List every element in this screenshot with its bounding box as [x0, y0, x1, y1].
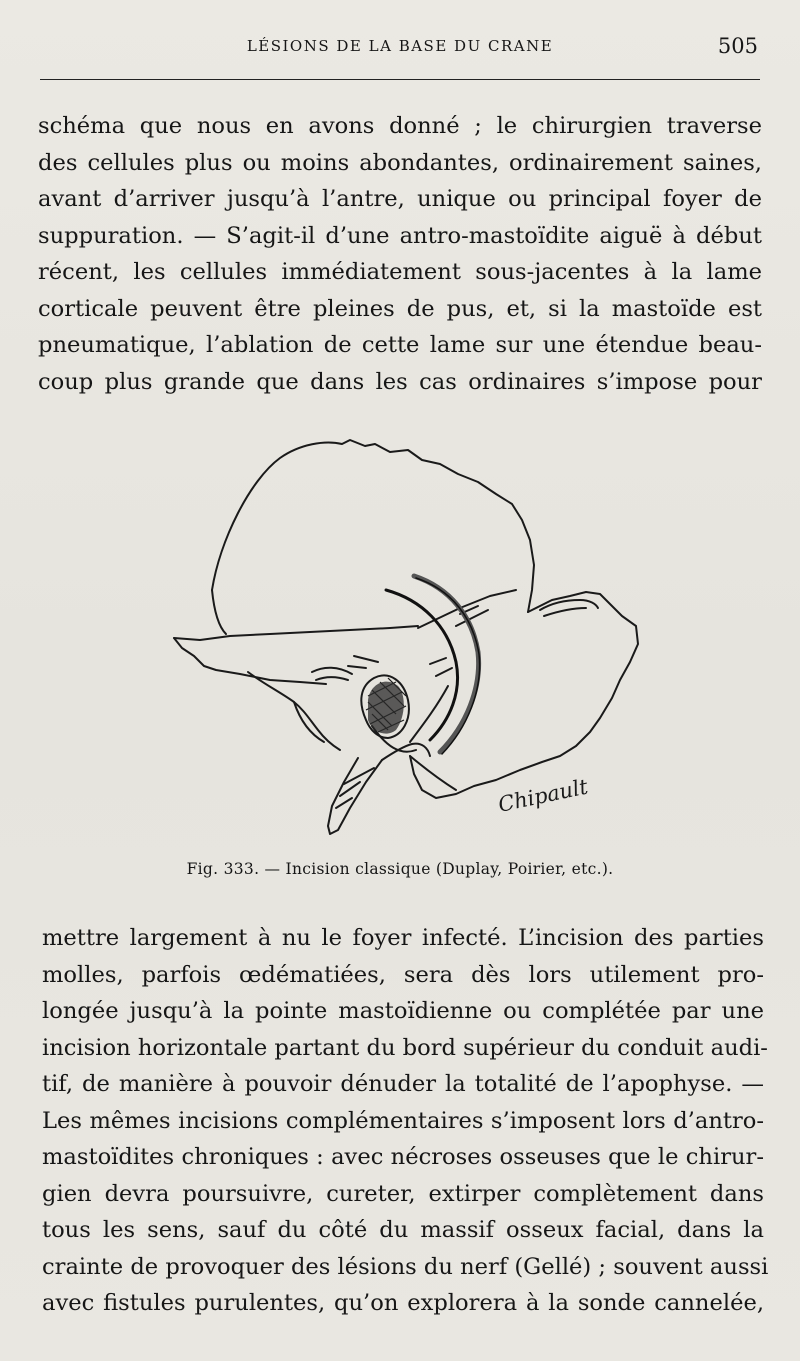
paragraph-top: [38, 108, 762, 400]
page-number: 505: [717, 34, 758, 58]
text-line: gien devra poursuivre, cureter, extirper complètement dans: [42, 1180, 764, 1207]
text-line: récent, les cellules immédiatement sous-jacentes à la lame: [38, 259, 762, 285]
text-line: coup plus grande que dans les cas ordinaires s’impose pour: [38, 368, 762, 395]
text-line: crainte de provoquer des lésions du nerf (Gellé) ; souvent aussi: [42, 1253, 769, 1280]
running-title: LÉSIONS DE LA BASE DU CRANE: [246, 37, 554, 55]
text-line: tif, de manière à pouvoir dénuder la totalité de l’apophyse. —: [42, 1071, 764, 1097]
artist-signature: [496, 774, 591, 817]
text-line: incision horizontale partant du bord supérieur du conduit audi-: [42, 1034, 768, 1061]
text-line: molles, parfois œdématiées, sera dès lors utilement pro-: [42, 961, 764, 988]
text-line: des cellules plus ou moins abondantes, ordinairement saines,: [38, 149, 762, 176]
header-rule: [40, 79, 760, 80]
page-header: [40, 34, 760, 60]
figure-caption: Fig. 333. — Incision classique (Duplay, Poirier, etc.).: [186, 860, 614, 878]
text-line: avant d’arriver jusqu’à l’antre, unique ou principal foyer de: [38, 186, 762, 212]
svg-text:Chipault: Chipault: [496, 774, 591, 817]
text-line: corticale peuvent être pleines de pus, et, si la mastoïde est: [38, 295, 762, 322]
text-line: mettre largement à nu le foyer infecté. L’incision des parties: [42, 925, 764, 951]
temporal-bone-drawing: [160, 430, 640, 850]
text-line: suppuration. — S’agit-il d’une antro-mastoïdite aiguë à début: [38, 222, 762, 249]
text-line: longée jusqu’à la pointe mastoïdienne ou complétée par une: [42, 998, 764, 1024]
paragraph-bottom: [42, 920, 769, 1322]
text-line: tous les sens, sauf du côté du massif osseux facial, dans la: [42, 1217, 764, 1243]
text-line: Les mêmes incisions complémentaires s’imposent lors d’antro-: [42, 1107, 764, 1134]
text-line: schéma que nous en avons donné ; le chirurgien traverse: [38, 113, 762, 139]
text-line: avec fistules purulentes, qu’on explorera à la sonde cannelée,: [42, 1290, 764, 1316]
text-line: mastoïdites chroniques : avec nécroses osseuses que le chirur-: [42, 1144, 764, 1170]
figure-skull-illustration: [160, 430, 640, 850]
text-line: pneumatique, l’ablation de cette lame sur une étendue beau-: [38, 332, 762, 358]
